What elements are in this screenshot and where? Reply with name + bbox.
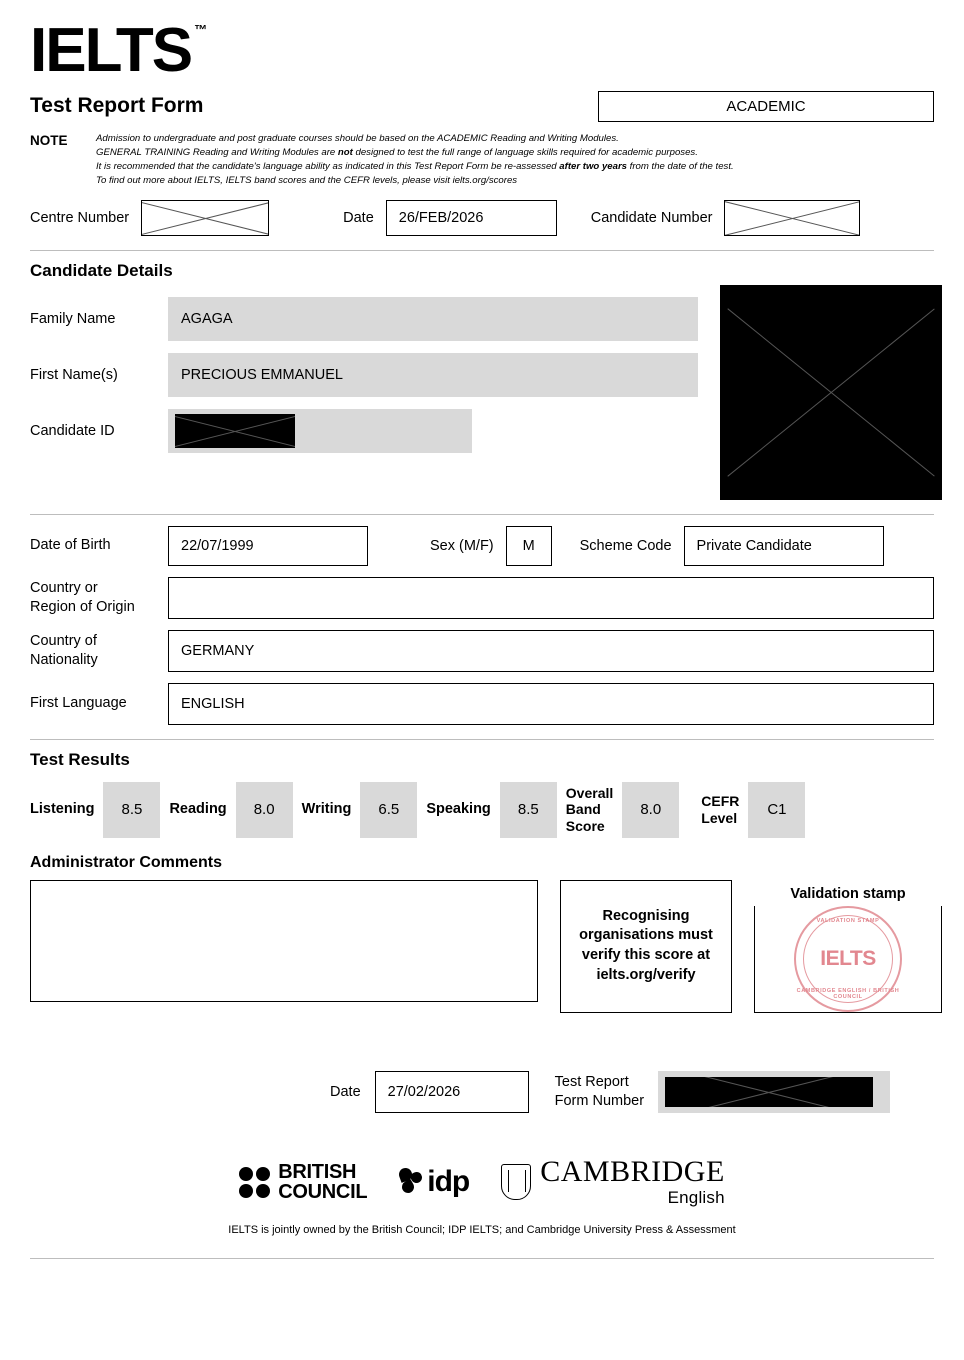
footer-divider [30,1258,934,1259]
candidate-id-field[interactable] [168,409,472,453]
dob-label: Date of Birth [30,537,111,554]
country-origin-label-l2: Region of Origin [30,598,135,615]
candidate-photo [720,285,942,500]
comments-section [30,880,934,1013]
centre-date-row [30,200,934,236]
note-line-3-bold: after two years [559,160,628,172]
note-line-3a: It is recommended that the candidate's language ability as indicated in this Test Report Form be re-assessed [96,160,560,172]
country-nationality-label [30,632,168,668]
bottom-date-field[interactable] [375,1071,529,1113]
dob-value: 22/07/1999 [181,537,254,554]
overall-band-score-label [557,785,622,833]
family-name-field[interactable] [168,297,698,341]
verify-line-4: ielts.org/verify [596,966,696,983]
family-name-label: Family Name [30,310,116,327]
module-type-value: ACADEMIC [726,97,806,115]
note-line-2 [96,146,734,160]
centre-number-field[interactable] [141,200,269,236]
validation-stamp-section [754,880,942,1013]
bottom-date-row [30,1071,934,1113]
cambridge-text: CAMBRIDGE [540,1154,725,1188]
candidate-number-field[interactable] [724,200,860,236]
candidate-number-label: Candidate Number [590,209,713,226]
british-council-line2: COUNCIL [278,1181,368,1204]
cefr-level-value: C1 [748,782,805,838]
scheme-code-value: Private Candidate [696,537,812,554]
first-language-label: First Language [30,695,127,712]
trf-number-label [555,1073,644,1109]
listening-score: 8.5 [103,782,160,838]
reading-score: 8.0 [236,782,293,838]
centre-number-label: Centre Number [30,209,130,226]
date-value: 26/FEB/2026 [398,209,484,226]
header-logo-row [30,16,934,85]
verify-line-1: Recognising [602,907,690,924]
divider-3 [30,739,934,740]
divider-1 [30,250,934,251]
candidate-details-title: Candidate Details [30,260,173,280]
test-results-row [30,782,934,838]
british-council-text [278,1162,367,1202]
first-language-row [30,683,934,725]
first-names-value: PRECIOUS EMMANUEL [181,366,343,383]
footer-ownership-note: IELTS is jointly owned by the British Council; IDP IELTS; and Cambridge University Press & Assessment [228,1223,736,1236]
british-council-line1: BRITISH [278,1161,357,1184]
note-line-2c: designed to test the full range of language skills required for academic purposes. [352,146,698,158]
test-results-title: Test Results [30,749,130,769]
cefr-label-l1: CEFR [701,793,740,810]
country-nationality-label-l2: Nationality [30,651,98,668]
writing-score: 6.5 [360,782,417,838]
bottom-date-label: Date [330,1083,361,1100]
sex-field[interactable] [506,526,552,566]
verify-line-2: organisations must [579,927,713,944]
cefr-label-l2: Level [701,809,738,826]
note-text [96,132,734,188]
overall-label-l1: Overall [565,785,614,802]
page-title: Test Report Form [30,94,204,118]
overall-label-l2: Band [565,801,601,818]
note-line-3 [96,160,734,174]
first-names-row [30,353,698,397]
country-origin-row [30,577,934,619]
footer-logos [30,1154,934,1208]
country-nationality-row [30,630,934,672]
trf-number-label-l2: Form Number [554,1092,645,1109]
date-label: Date [343,209,374,226]
verify-line-3: verify this score at [581,947,711,964]
dob-row [30,526,934,566]
stamp-center-text: IELTS [820,946,876,970]
note-line-1: Admission to undergraduate and post graduate courses should be based on the ACADEMIC Reading and Writing Modules. [96,132,619,144]
cefr-level-label [679,793,748,825]
divider-2 [30,514,934,515]
trademark-symbol: ™ [194,22,208,37]
country-nationality-value: GERMANY [181,642,255,659]
administrator-comments-box[interactable] [30,880,538,1002]
first-language-value: ENGLISH [181,695,245,712]
country-origin-field[interactable] [168,577,934,619]
candidate-fields [30,285,698,500]
cambridge-subtext: English [667,1187,725,1207]
administrator-comments-title: Administrator Comments [30,853,223,871]
candidate-details-section [30,285,934,500]
scheme-code-label: Scheme Code [579,537,672,554]
listening-label: Listening [30,801,95,818]
note-line-2a: GENERAL TRAINING Reading and Writing Modules are [96,146,338,158]
note-block [30,132,934,188]
idp-mark-icon [399,1168,423,1196]
trf-number-redaction [665,1077,873,1107]
stamp-arc-bottom: CAMBRIDGE ENGLISH / BRITISH COUNCIL [796,987,900,1000]
speaking-label: Speaking [426,801,491,818]
note-label: NOTE [30,132,68,148]
dob-field[interactable] [168,526,368,566]
sex-value: M [522,537,535,554]
candidate-id-row [30,409,698,453]
first-names-label: First Name(s) [30,366,118,383]
writing-label: Writing [301,801,352,818]
date-field[interactable] [386,200,557,236]
idp-logo [399,1165,469,1199]
country-origin-label-l1: Country or [30,580,98,597]
overall-label-l3: Score [565,817,605,834]
country-nationality-field[interactable] [168,630,934,672]
candidate-id-redaction [175,414,295,448]
validation-stamp-title: Validation stamp [790,885,906,902]
bottom-date-value: 27/02/2026 [387,1083,461,1100]
sex-label: Sex (M/F) [430,537,494,554]
stamp-arc-top: VALIDATION STAMP [816,917,880,924]
idp-text: idp [427,1165,470,1199]
candidate-id-label: Candidate ID [30,422,115,439]
cambridge-logo [501,1154,725,1208]
family-name-row [30,297,698,341]
first-language-field[interactable] [168,683,934,725]
speaking-score: 8.5 [500,782,557,838]
ielts-logo-text: IELTS [30,16,192,85]
family-name-value: AGAGA [181,310,233,327]
validation-stamp-icon [794,906,902,1012]
verify-notice-box [560,880,732,1013]
overall-band-score: 8.0 [622,782,679,838]
cambridge-shield-icon [501,1164,531,1200]
note-line-3c: from the date of the test. [627,160,734,172]
first-names-field[interactable] [168,353,698,397]
scheme-code-field[interactable] [684,526,884,566]
title-row [30,91,934,122]
country-nationality-label-l1: Country of [30,633,97,650]
note-line-2-bold: not [337,146,353,158]
country-origin-label [30,579,168,615]
validation-stamp-box [754,906,942,1013]
british-council-dots-icon [239,1167,270,1198]
module-type-box [598,91,934,122]
reading-label: Reading [169,801,227,818]
note-line-4: To find out more about IELTS, IELTS band scores and the CEFR levels, please visit ielts.org/scores [96,174,518,186]
british-council-logo [239,1162,367,1202]
ielts-logo [30,16,208,85]
trf-number-label-l1: Test Report [554,1074,629,1091]
trf-number-field[interactable] [658,1071,890,1113]
